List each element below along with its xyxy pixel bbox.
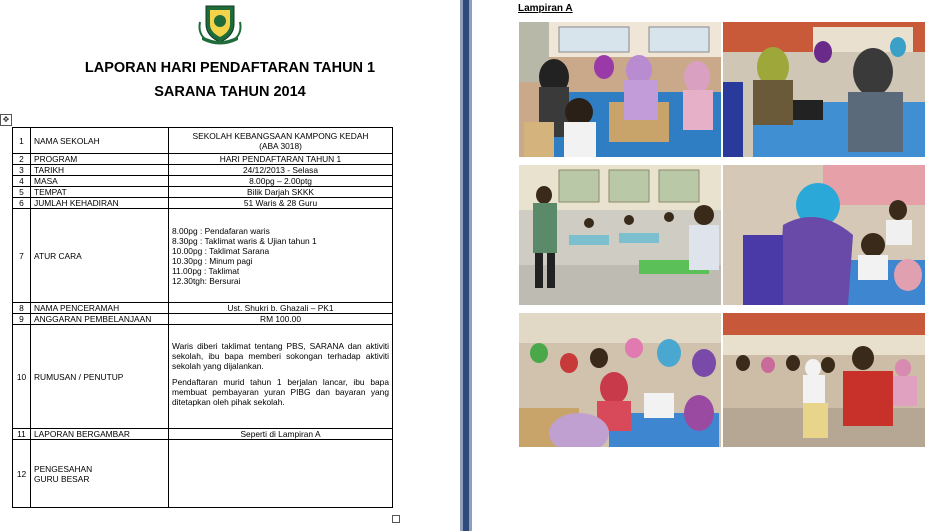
table-row: [13, 165, 393, 176]
table-resize-handle[interactable]: [392, 515, 400, 523]
row-number: 1: [13, 128, 31, 154]
row-value: Seperti di Lampiran A: [169, 429, 393, 440]
agenda-item: 10.30pg : Minum pagi: [172, 255, 253, 266]
summary-paragraph: Waris diberi taklimat tentang PBS, SARANA dan aktiviti sekolah, ibu bapa memberi sokongan terhadap aktiviti sekolah yang dijalankan.: [172, 340, 389, 371]
row-value: [169, 128, 393, 154]
row-value: Ust. Shukri b. Ghazali – PK1: [169, 303, 393, 314]
teacher-with-pupils-photo: [723, 165, 925, 305]
classroom-briefing-photo: [519, 165, 721, 305]
row-value: Bilik Darjah SKKK: [169, 187, 393, 198]
table-row: [13, 154, 393, 165]
agenda-list: [169, 209, 393, 303]
row-label: ANGGARAN PEMBELANJAAN: [31, 314, 169, 325]
summary-paragraph: Pendaftaran murid tahun 1 berjalan lancar, ibu bapa membuat pembayaran yuran PIBG dan bayaran yang ditetapkan oleh pihak sekolah.: [172, 376, 389, 407]
appendix-title: Lampiran A: [518, 3, 573, 14]
row-number: 2: [13, 154, 31, 165]
row-value: 8.00pg – 2.00ptg: [169, 176, 393, 187]
row-number: 7: [13, 209, 31, 303]
report-table: [12, 127, 393, 508]
table-row: [13, 128, 393, 154]
row-value: 24/12/2013 - Selasa: [169, 165, 393, 176]
row-value: RM 100.00: [169, 314, 393, 325]
row-label: NAMA SEKOLAH: [31, 128, 169, 154]
row-label: ATUR CARA: [31, 209, 169, 303]
registration-table-photo: [519, 22, 721, 157]
approval-label-line2: GURU BESAR: [34, 473, 90, 484]
row-number: 12: [13, 440, 31, 508]
table-row: [13, 176, 393, 187]
row-number: 4: [13, 176, 31, 187]
hall-seated-parents-photo: [723, 313, 925, 447]
row-label: PROGRAM: [31, 154, 169, 165]
row-label: NAMA PENCERAMAH: [31, 303, 169, 314]
row-number: 3: [13, 165, 31, 176]
row-number: 9: [13, 314, 31, 325]
row-number: 11: [13, 429, 31, 440]
table-row: [13, 209, 393, 303]
agenda-item: 10.00pg : Taklimat Sarana: [172, 245, 270, 256]
page-edge: [463, 0, 469, 531]
signature-field[interactable]: [169, 440, 393, 508]
row-number: 6: [13, 198, 31, 209]
summary-text: [169, 325, 393, 429]
table-row: [13, 314, 393, 325]
row-label: TARIKH: [31, 165, 169, 176]
school-name: SEKOLAH KEBANGSAAN KAMPONG KEDAH: [192, 130, 369, 141]
agenda-item: 11.00pg : Taklimat: [172, 265, 240, 276]
approval-label-line1: PENGESAHAN: [34, 463, 93, 474]
agenda-item: 12.30tgh: Bersurai: [172, 275, 241, 286]
agenda-item: 8.30pg : Taklimat waris & Ujian tahun 1: [172, 235, 317, 246]
row-number: 5: [13, 187, 31, 198]
row-label: MASA: [31, 176, 169, 187]
row-label: [31, 440, 169, 508]
table-move-handle-icon[interactable]: ✥: [0, 114, 12, 126]
row-label: RUMUSAN / PENUTUP: [31, 325, 169, 429]
document-page-left: [0, 0, 460, 531]
row-number: 8: [13, 303, 31, 314]
table-row: [13, 440, 393, 508]
table-row: [13, 429, 393, 440]
table-row: [13, 187, 393, 198]
row-value: 51 Waris & 28 Guru: [169, 198, 393, 209]
report-title-line1: LAPORAN HARI PENDAFTARAN TAHUN 1: [84, 60, 376, 76]
table-row: [13, 303, 393, 314]
school-code: (ABA 3018): [259, 140, 302, 151]
row-value: HARI PENDAFTARAN TAHUN 1: [169, 154, 393, 165]
table-row: [13, 198, 393, 209]
page-gutter: [460, 0, 472, 531]
row-number: 10: [13, 325, 31, 429]
row-label: LAPORAN BERGAMBAR: [31, 429, 169, 440]
row-label: JUMLAH KEHADIRAN: [31, 198, 169, 209]
table-row: [13, 325, 393, 429]
row-label: TEMPAT: [31, 187, 169, 198]
teacher-reviewing-forms-photo: [723, 22, 925, 157]
report-title-line2: SARANA TAHUN 2014: [154, 84, 306, 100]
parents-crowd-photo: [519, 313, 721, 447]
school-crest-icon: [196, 2, 244, 48]
agenda-item: 8.00pg : Pendafaran waris: [172, 225, 270, 236]
